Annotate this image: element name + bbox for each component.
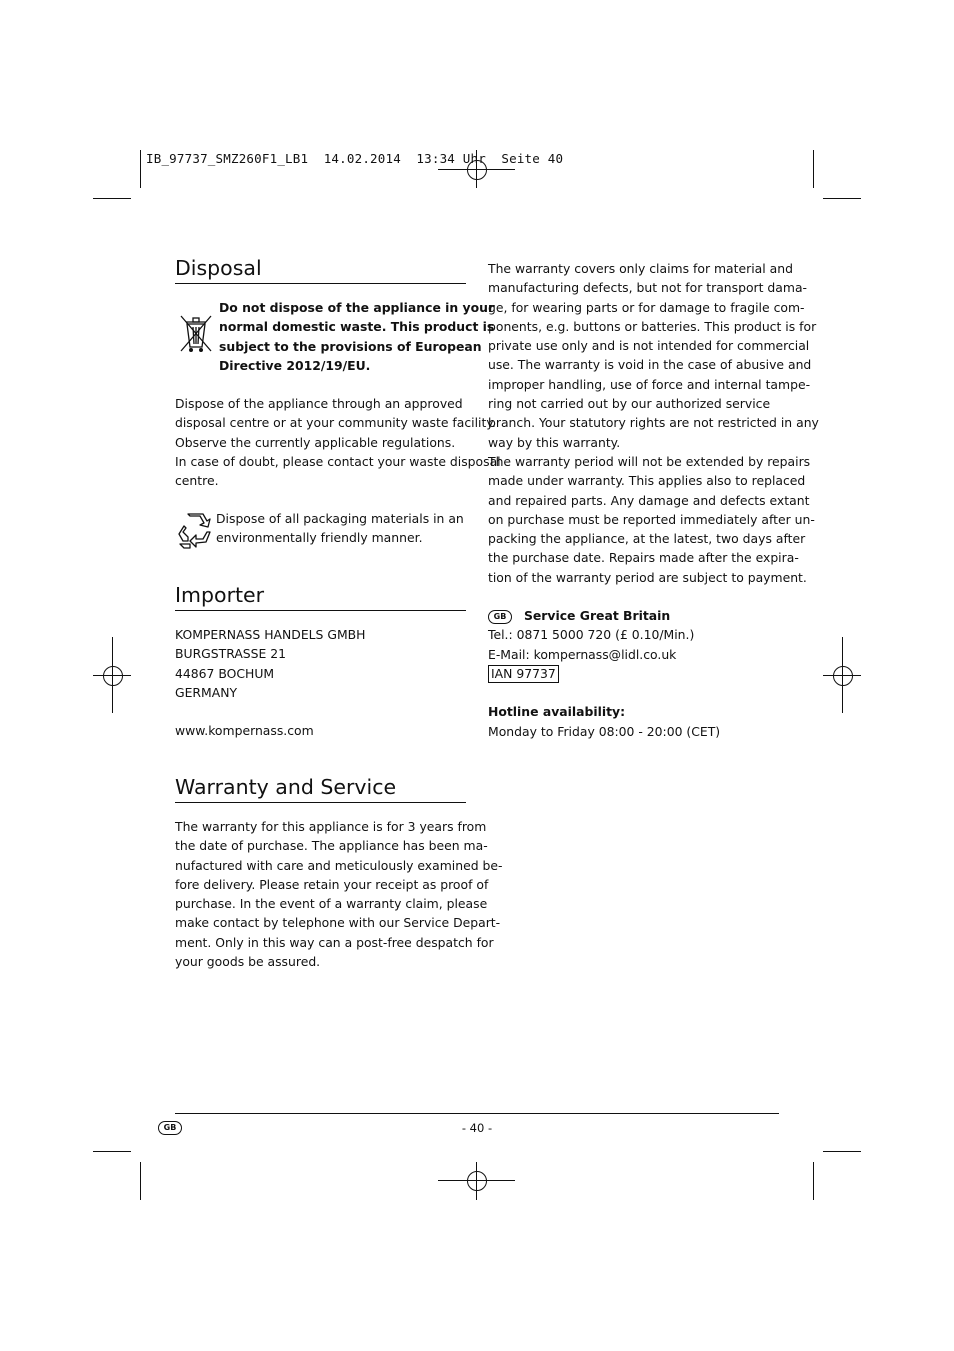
service-block <box>488 606 720 741</box>
warranty-body-left: The warranty for this appliance is for 3 years from the date of purchase. The appliance has been ma- nufactured with care and meticulously examined be- fore delivery. Please retain your receipt as proof of purchase. In the event of a warranty claim, please make contact by telephone with our Service Depart- ment. Only in this way can a post-free despatch for your goods be assured. <box>175 819 503 970</box>
service-title: Service Great Britain <box>523 608 671 623</box>
hotline-hours: Monday to Friday 08:00 - 20:00 (CET) <box>488 723 721 739</box>
service-email[interactable]: E-Mail: kompernass@lidl.co.uk <box>488 646 677 662</box>
service-tel: Tel.: 0871 5000 720 (£ 0.10/Min.) <box>488 627 695 643</box>
importer-website[interactable]: www.kompernass.com <box>175 723 314 738</box>
print-slug: IB_97737_SMZ260F1_LB1 14.02.2014 13:34 Uhr Seite 40 <box>146 151 564 166</box>
disposal-heading: Disposal <box>175 256 466 284</box>
crossed-bin-icon <box>177 312 215 354</box>
gb-badge: GB <box>488 610 512 624</box>
slug-underline <box>476 169 514 170</box>
footer-rule <box>175 1113 779 1114</box>
footer-gb-badge: GB <box>158 1121 182 1135</box>
warranty-heading: Warranty and Service <box>175 775 466 803</box>
importer-heading: Importer <box>175 583 466 611</box>
warranty-body-right: The warranty covers only claims for material and manufacturing defects, but not for transport dama- ge, for wearing parts or for damage to fragile com- ponents, e.g. buttons or batteries. This product is for private use only and is not intended for commercial use. The warranty is void in the case of abusive and improper handling, use of force and internal tampe- ring not carried out by our authorized service branch. Your statutory rights are not restricted in any way by this warranty. The warranty period will not be extended by repairs made under warranty. This applies also to replaced and repaired parts. Any damage and defects extant on purchase must be reported immediately after un- packing the appliance, at the latest, two days after the purchase date. Repairs made after the expira- tion of the warranty period are subject to payment. <box>488 261 819 585</box>
disposal-warning: Do not dispose of the appliance in your normal domestic waste. This product is subject to the provisions of European Directive 2012/19/EU. <box>219 300 495 373</box>
importer-address: KOMPERNASS HANDELS GMBH BURGSTRASSE 21 44867 BOCHUM GERMANY <box>175 627 366 700</box>
page-number: - 40 - <box>461 1121 493 1135</box>
hotline-label: Hotline availability: <box>488 704 626 720</box>
ian-number: IAN 97737 <box>488 665 559 683</box>
recycling-icon <box>176 512 214 550</box>
disposal-body: Dispose of the appliance through an approved disposal centre or at your community waste facility. Observe the currently applicable regulations. In case of doubt, please contact your waste disposal centre. <box>175 396 501 489</box>
packaging-note: Dispose of all packaging materials in an environmentally friendly manner. <box>216 511 464 546</box>
